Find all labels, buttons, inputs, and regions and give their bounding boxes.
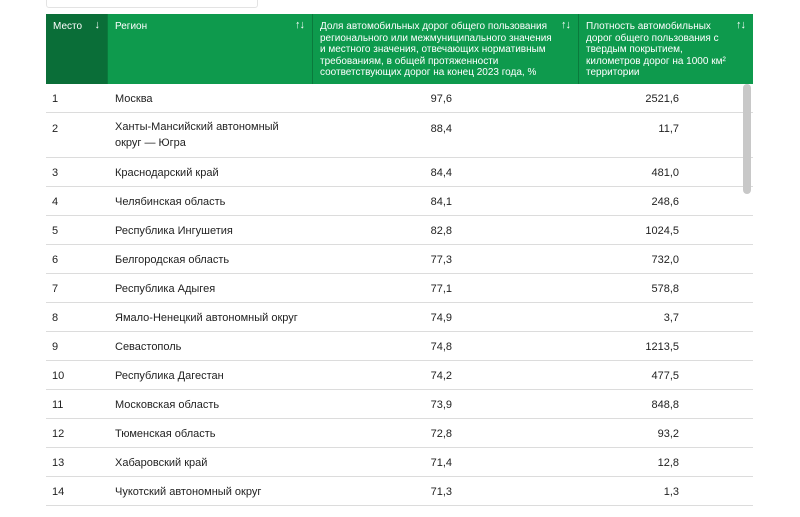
cell-road-share: 71,3 xyxy=(430,486,452,498)
sort-toggle-icon[interactable]: ↑↓ xyxy=(295,19,304,31)
sort-toggle-icon[interactable]: ↑↓ xyxy=(736,19,745,31)
cell-road-share: 77,1 xyxy=(430,283,452,295)
cell-road-density: 1213,5 xyxy=(645,341,679,353)
column-header-road-density[interactable] xyxy=(579,14,753,84)
cell-region: Республика Ингушетия xyxy=(115,225,233,237)
cell-road-density: 1024,5 xyxy=(645,225,679,237)
cell-road-share: 84,1 xyxy=(430,196,452,208)
column-header-label: Плотность автомобильных дорог общего пользования с твердым покрытием, километров дорог на 1000 км² территории xyxy=(586,21,726,78)
table-body xyxy=(46,84,753,506)
table-row xyxy=(46,361,753,390)
cell-rank: 6 xyxy=(52,254,59,266)
cell-rank: 13 xyxy=(52,457,65,469)
cell-rank: 1 xyxy=(52,93,59,105)
cell-region: Республика Дагестан xyxy=(115,370,224,382)
cell-road-density: 3,7 xyxy=(663,312,679,324)
cell-road-density: 477,5 xyxy=(651,370,679,382)
table-row xyxy=(46,113,753,158)
cell-region: Краснодарский край xyxy=(115,167,219,179)
cell-rank: 14 xyxy=(52,486,65,498)
cell-road-share: 74,8 xyxy=(430,341,452,353)
table-row xyxy=(46,245,753,274)
cell-region: Ханты-Мансийский автономный округ — Югра xyxy=(115,121,279,149)
cell-region: Республика Адыгея xyxy=(115,283,216,295)
cell-road-density: 11,7 xyxy=(658,123,679,135)
column-header-label: Место xyxy=(53,21,83,32)
cell-road-density: 12,8 xyxy=(657,457,679,469)
cell-road-density: 2521,6 xyxy=(645,93,679,105)
table-header xyxy=(46,14,753,84)
table-row xyxy=(46,84,753,113)
cell-rank: 7 xyxy=(52,283,59,295)
cell-region: Хабаровский край xyxy=(115,457,208,469)
ranking-table xyxy=(46,14,753,517)
cell-road-share: 88,4 xyxy=(430,123,452,135)
cell-rank: 10 xyxy=(52,370,65,382)
cell-road-density: 93,2 xyxy=(657,428,679,440)
cell-region: Белгородская область xyxy=(115,254,230,266)
column-header-label: Доля автомобильных дорог общего пользования регионального или межмуниципального значения и местного значения, отвечающих нормативным требованиям, в общей протяженности соответствующих дорог на конец 2023 года, % xyxy=(320,21,552,78)
cell-road-share: 73,9 xyxy=(430,399,452,411)
cell-road-share: 77,3 xyxy=(430,254,452,266)
column-header-region[interactable] xyxy=(108,14,313,84)
cell-rank: 9 xyxy=(52,341,59,353)
search-box[interactable] xyxy=(46,0,258,8)
scrollbar-thumb[interactable] xyxy=(743,84,751,194)
cell-road-density: 1,3 xyxy=(663,486,679,498)
cell-region: Московская область xyxy=(115,399,220,411)
table-row xyxy=(46,303,753,332)
table-row xyxy=(46,274,753,303)
cell-region: Севастополь xyxy=(115,341,182,353)
cell-region: Ямало-Ненецкий автономный округ xyxy=(115,312,298,324)
cell-region: Тюменская область xyxy=(115,428,216,440)
cell-region: Москва xyxy=(115,93,153,105)
table-row xyxy=(46,448,753,477)
cell-road-share: 84,4 xyxy=(430,167,452,179)
cell-road-share: 71,4 xyxy=(430,457,452,469)
cell-rank: 3 xyxy=(52,167,59,179)
cell-road-density: 481,0 xyxy=(651,167,679,179)
cell-rank: 5 xyxy=(52,225,59,237)
table-row xyxy=(46,477,753,506)
column-header-road-share[interactable] xyxy=(313,14,579,84)
cell-road-share: 97,6 xyxy=(430,93,452,105)
sort-desc-icon[interactable]: ↓ xyxy=(94,19,99,31)
cell-rank: 8 xyxy=(52,312,59,324)
cell-region: Челябинская область xyxy=(115,196,226,208)
cell-region: Чукотский автономный округ xyxy=(115,486,262,498)
column-header-label: Регион xyxy=(115,21,148,32)
cell-road-share: 74,2 xyxy=(430,370,452,382)
cell-rank: 12 xyxy=(52,428,65,440)
cell-rank: 2 xyxy=(52,123,59,135)
cell-road-density: 578,8 xyxy=(651,283,679,295)
table-row xyxy=(46,187,753,216)
cell-road-share: 72,8 xyxy=(430,428,452,440)
cell-road-share: 82,8 xyxy=(430,225,452,237)
column-header-rank[interactable] xyxy=(46,14,108,84)
cell-road-density: 248,6 xyxy=(651,196,679,208)
cell-road-density: 732,0 xyxy=(651,254,679,266)
table-row xyxy=(46,332,753,361)
cell-rank: 4 xyxy=(52,196,59,208)
cell-road-density: 848,8 xyxy=(651,399,679,411)
table-row xyxy=(46,158,753,187)
table-row xyxy=(46,419,753,448)
table-row xyxy=(46,216,753,245)
cell-road-share: 74,9 xyxy=(430,312,452,324)
cell-rank: 11 xyxy=(52,399,64,411)
table-row xyxy=(46,390,753,419)
sort-toggle-icon[interactable]: ↑↓ xyxy=(561,19,570,31)
